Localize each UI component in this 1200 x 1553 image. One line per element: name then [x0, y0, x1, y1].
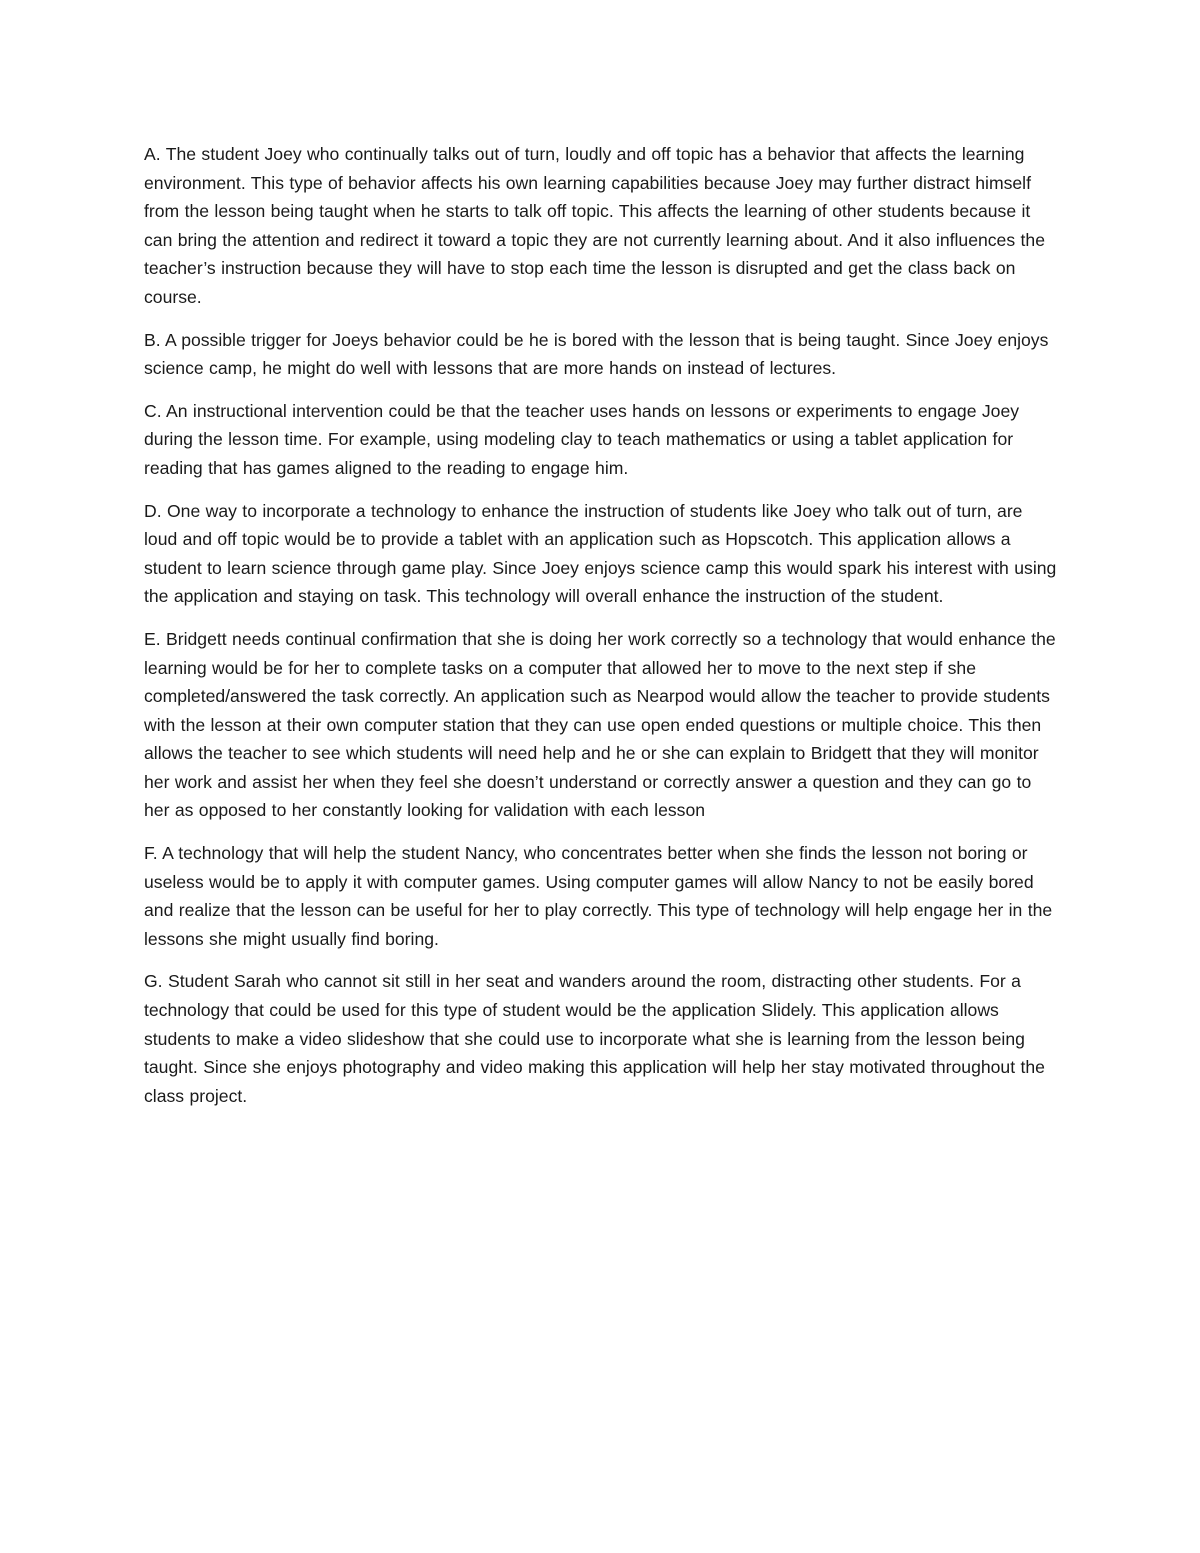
paragraph-b: B. A possible trigger for Joeys behavior could be he is bored with the lesson that is being taught. Since Joey enjoys science camp, he might do well with lessons that are more hands on instead of lectures. [144, 329, 1049, 379]
paragraph-d: D. One way to incorporate a technology to enhance the instruction of students like Joey who talk out of turn, are loud and off topic would be to provide a tablet with an application such as Hopscotch. This application allows a student to learn science through game play. Since Joey enjoys science camp this would spark his interest with using the application and staying on task. This technology will overall enhance the instruction of the student. [144, 500, 1057, 607]
paragraph-g: G. Student Sarah who cannot sit still in her seat and wanders around the room, distracting other students. For a technology that could be used for this type of student would be the application Slidely. This application allows students to make a video slideshow that she could use to incorporate what she is learning from the lesson being taught. Since she enjoys photography and video making this application will help her stay motivated throughout the class project. [144, 971, 1045, 1106]
document-body [144, 140, 1059, 1124]
paragraph-e: E. Bridgett needs continual confirmation that she is doing her work correctly so a technology that would enhance the learning would be for her to complete tasks on a computer that allowed her to move to the next step if she completed/answered the task correctly. An application such as Nearpod would allow the teacher to provide students with the lesson at their own computer station that they can use open ended questions or multiple choice. This then allows the teacher to see which students will need help and he or she can explain to Bridgett that they will monitor her work and assist her when they feel she doesn’t understand or correctly answer a question and they can go to her as opposed to her constantly looking for validation with each lesson [144, 628, 1056, 821]
paragraph-f: F. A technology that will help the student Nancy, who concentrates better when she finds the lesson not boring or useless would be to apply it with computer games. Using computer games will allow Nancy to not be easily bored and realize that the lesson can be useful for her to play correctly. This type of technology will help engage her in the lessons she might usually find boring. [144, 843, 1053, 949]
paragraph-c: C. An instructional intervention could be that the teacher uses hands on lessons or experiments to engage Joey during the lesson time. For example, using modeling clay to teach mathematics or using a tablet application for reading that has games aligned to the reading to engage him. [144, 400, 1020, 478]
paragraph-a: A. The student Joey who continually talks out of turn, loudly and off topic has a behavior that affects the learning environment. This type of behavior affects his own learning capabilities because Joey may further distract himself from the lesson being taught when he starts to talk off topic. This affects the learning of other students because it can bring the attention and redirect it toward a topic they are not currently learning about. And it also influences the teacher’s instruction because they will have to stop each time the lesson is disrupted and get the class back on course. [144, 144, 1045, 307]
